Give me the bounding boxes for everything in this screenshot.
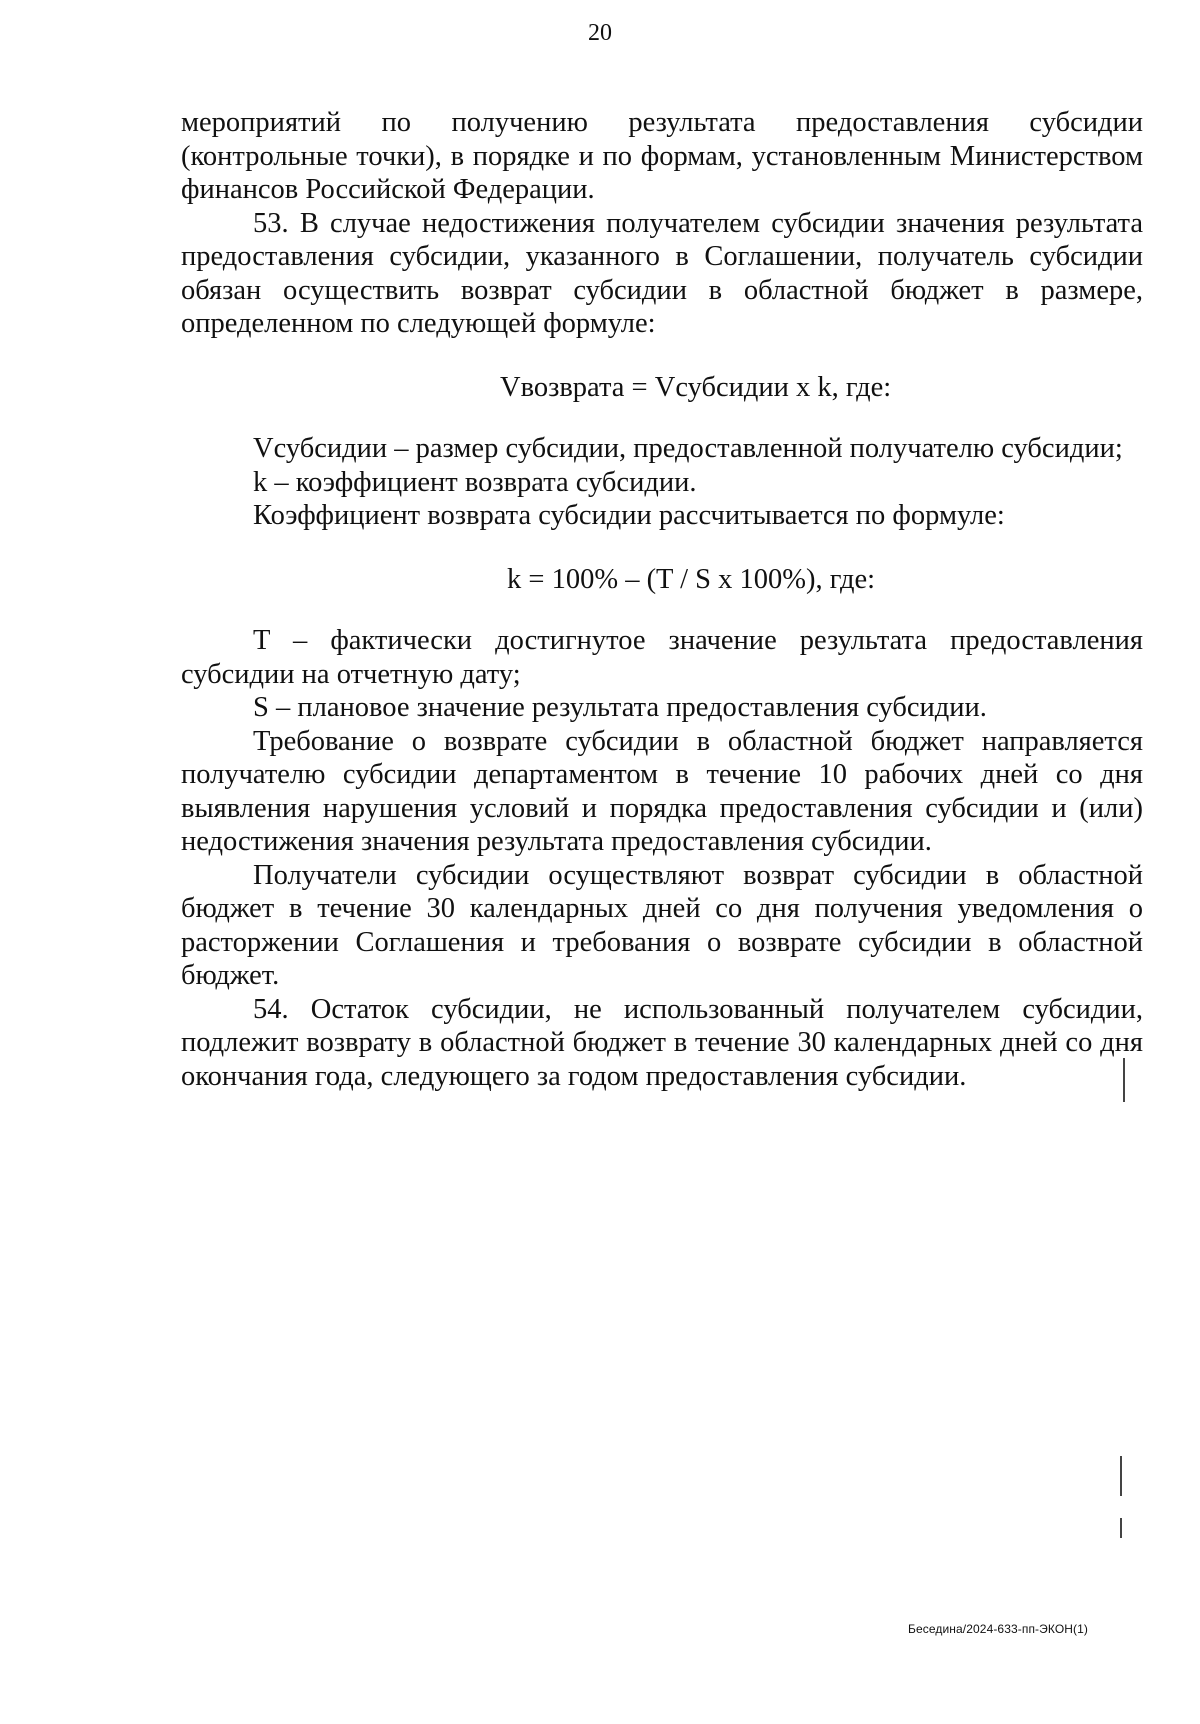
scan-artifact-line [1120, 1456, 1122, 1496]
scan-artifact-line [1123, 1058, 1125, 1102]
document-reference: Беседина/2024-633-пп-ЭКОН(1) [908, 1622, 1088, 1636]
paragraph-54: 54. Остаток субсидии, не использованный получателем субсидии, подлежит возврату в областной бюджет в течение 30 календарных дней со дня окончания года, следующего за годом предоставления субсидии. [181, 993, 1143, 1092]
coefficient-intro: Коэффициент возврата субсидии рассчитывается по формуле: [253, 500, 1005, 531]
definition-v-subsidy: Vсубсидии – размер субсидии, предоставленной получателю субсидии; [253, 433, 1123, 464]
paragraph-recipients: Получатели субсидии осуществляют возврат субсидии в областной бюджет в течение 30 календарных дней со дня получения уведомления о расторжении Соглашения и требования о возврате субсидии в областной бюджет. [181, 859, 1143, 991]
document-body [181, 106, 1143, 1093]
formula-refund-volume: Vвозврата = Vсубсидии x k, где: [500, 371, 892, 403]
formula-coefficient: k = 100% – (T / S x 100%), где: [507, 563, 876, 595]
definition-k: k – коэффициент возврата субсидии. [253, 466, 697, 498]
definition-s: S – плановое значение результата предоставления субсидии. [253, 692, 987, 723]
paragraph-53: 53. В случае недостижения получателем субсидии значения результата предоставления субсидии, указанного в Соглашении, получатель субсидии обязан осуществить возврат субсидии в областной бюджет в размере, определенном по следующей формуле: [181, 207, 1143, 339]
definition-t: T – фактически достигнутое значение результата предоставления субсидии на отчетную дату; [181, 625, 1143, 690]
paragraph-requirement: Требование о возврате субсидии в областной бюджет направляется получателю субсидии департаментом в течение 10 рабочих дней со дня выявления нарушения условий и порядка предоставления субсидии и (или) недостижения значения результата предоставления субсидии. [181, 725, 1143, 857]
page-number: 20 [588, 20, 612, 46]
scan-artifact-line [1120, 1518, 1122, 1538]
paragraph-continuation: мероприятий по получению результата предоставления субсидии (контрольные точки), в порядке и по формам, установленным Министерством финансов Российской Федерации. [181, 107, 1143, 205]
